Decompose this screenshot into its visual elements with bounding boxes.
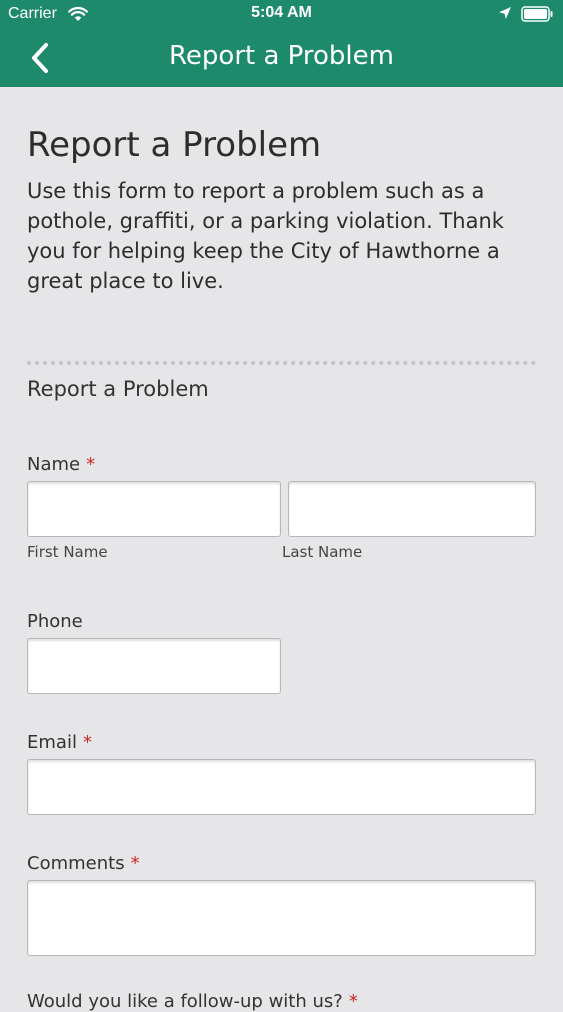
required-marker: * [82,732,92,753]
comments-label [27,853,140,874]
required-marker: * [348,991,358,1012]
follow-up-label-text: Would you like a follow-up with us? [27,991,343,1012]
section-divider [27,361,536,365]
app-header [0,0,563,87]
status-bar [0,0,563,30]
location-arrow-icon [498,6,512,20]
email-label-text: Email [27,732,77,753]
page-title: Report a Problem [27,125,322,165]
comments-textarea[interactable] [27,880,536,956]
required-marker: * [86,454,96,475]
email-input[interactable] [27,759,536,815]
battery-icon [521,6,554,22]
back-chevron-icon[interactable] [24,40,60,76]
last-name-input[interactable] [288,481,536,537]
name-label [27,454,95,475]
navigation-bar [0,30,563,87]
name-label-text: Name [27,454,81,475]
phone-label [27,611,83,632]
intro-text: Use this form to report a problem such as a pothole, graffiti, or a parking violation. Thank you for helping keep the City of Hawthorne a great place to live. [27,179,504,293]
nav-title: Report a Problem [169,41,394,71]
required-marker: * [130,853,140,874]
status-time: 5:04 AM [251,4,312,21]
last-name-sublabel: Last Name [282,543,363,561]
carrier-label: Carrier [8,5,57,22]
email-label [27,732,92,753]
section-title: Report a Problem [27,377,209,401]
first-name-sublabel: First Name [27,543,108,561]
phone-label-text: Phone [27,611,83,632]
follow-up-label [27,991,358,1012]
comments-label-text: Comments [27,853,125,874]
form-page [0,87,563,1012]
phone-input[interactable] [27,638,281,694]
first-name-input[interactable] [27,481,281,537]
